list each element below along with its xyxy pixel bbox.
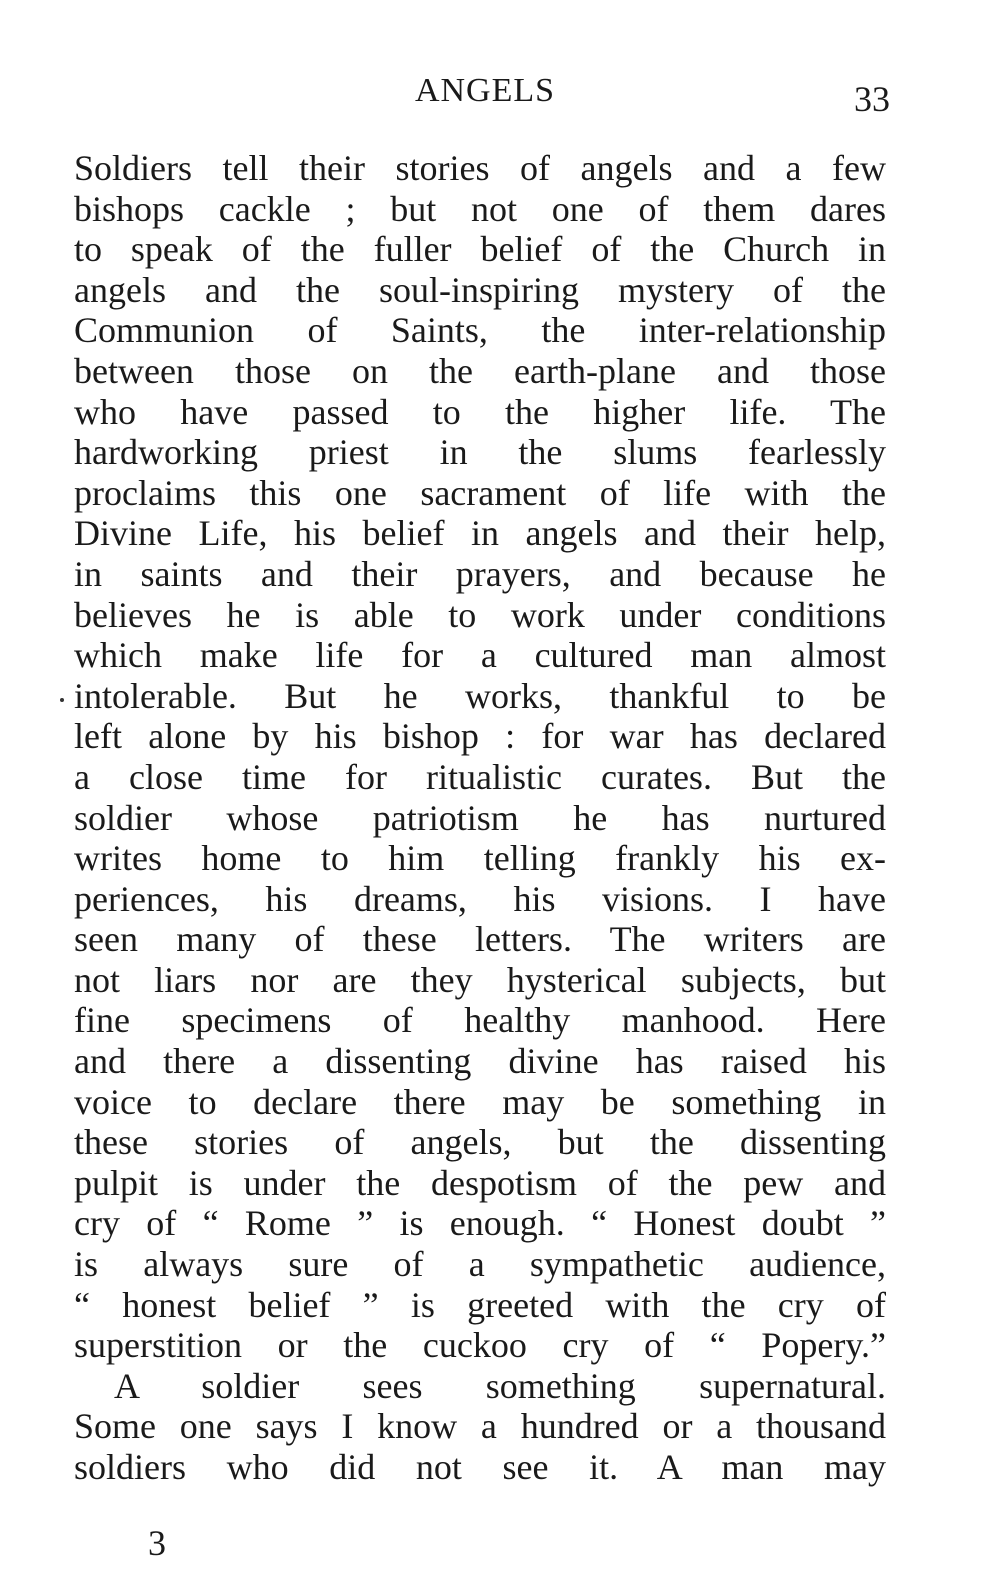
text-line: a close time for ritualistic curates. But the <box>74 756 886 797</box>
text-line: intolerable. But he works, thankful to be <box>74 675 886 716</box>
text-line: soldiers who did not see it. A man may <box>74 1447 886 1487</box>
text-line: who have passed to the higher life. The <box>74 391 886 432</box>
text-line: bishops cackle ; but not one of them dares <box>74 188 886 229</box>
signature-mark: 3 <box>148 1523 166 1563</box>
margin-dot <box>60 698 64 702</box>
text-line: superstition or the cuckoo cry of “ Popery.” <box>74 1325 886 1366</box>
text-line: hardworking priest in the slums fearlessly <box>74 432 886 473</box>
text-line: is always sure of a sympathetic audience, <box>74 1244 886 1285</box>
text-line: pulpit is under the despotism of the pew and <box>74 1162 886 1203</box>
text-line: to speak of the fuller belief of the Church in <box>74 229 886 270</box>
text-line: between those on the earth-plane and those <box>74 350 886 391</box>
body-text <box>74 148 886 1488</box>
text-line: left alone by his bishop : for war has declared <box>74 716 886 757</box>
running-head <box>0 72 1000 122</box>
text-line: voice to declare there may be something in <box>74 1081 886 1122</box>
text-line: cry of “ Rome ” is enough. “ Honest doubt ” <box>74 1203 886 1244</box>
text-line: angels and the soul-inspiring mystery of the <box>74 269 886 310</box>
text-line: not liars nor are they hysterical subjects, but <box>74 959 886 1000</box>
page-number: 33 <box>854 79 890 119</box>
text-line: Communion of Saints, the inter-relationship <box>74 310 886 351</box>
text-line: these stories of angels, but the dissenting <box>74 1122 886 1163</box>
paragraph-start-line: A soldier sees something supernatural. <box>114 1365 886 1406</box>
text-line: periences, his dreams, his visions. I have <box>74 878 886 919</box>
text-line: proclaims this one sacrament of life with the <box>74 472 886 513</box>
text-line: writes home to him telling frankly his ex- <box>74 838 886 879</box>
text-line: soldier whose patriotism he has nurtured <box>74 797 886 838</box>
text-line: seen many of these letters. The writers are <box>74 919 886 960</box>
text-line: Divine Life, his belief in angels and their help, <box>74 513 886 554</box>
text-line: in saints and their prayers, and because he <box>74 553 886 594</box>
text-line: believes he is able to work under conditions <box>74 594 886 635</box>
text-line: Some one says I know a hundred or a thousand <box>74 1406 886 1447</box>
text-line: “ honest belief ” is greeted with the cry of <box>74 1284 886 1325</box>
text-line: fine specimens of healthy manhood. Here <box>74 1000 886 1041</box>
text-line: Soldiers tell their stories of angels and a few <box>74 148 886 188</box>
running-title: ANGELS <box>414 72 556 109</box>
text-line: which make life for a cultured man almost <box>74 635 886 676</box>
text-line: and there a dissenting divine has raised his <box>74 1041 886 1082</box>
